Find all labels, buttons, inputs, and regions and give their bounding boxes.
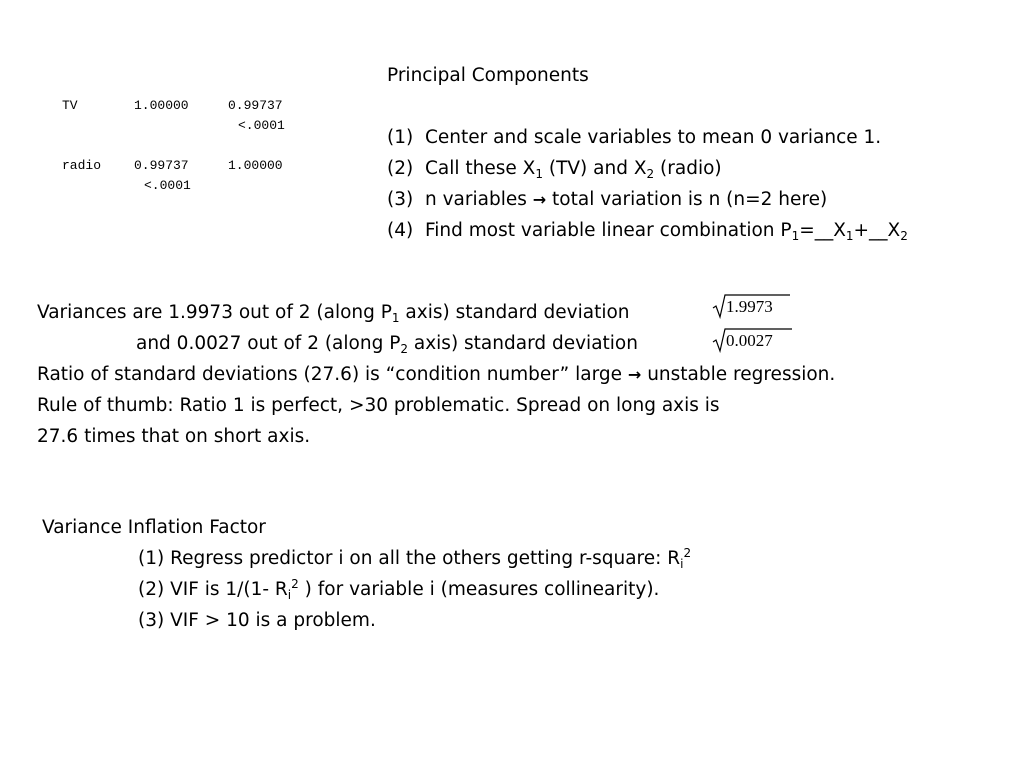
corr-value: 1.00000 bbox=[134, 98, 189, 113]
corr-row-tv bbox=[62, 96, 283, 116]
condition-number-line: Ratio of standard deviations (27.6) is “condition number” large → unstable regression. bbox=[37, 364, 836, 385]
vif-item-1: (1) Regress predictor i on all the others getting r-square: $R_i^2$ bbox=[138, 546, 692, 571]
corr-value: 0.99737 bbox=[134, 158, 189, 173]
vif-block bbox=[42, 512, 1002, 636]
corr-pvalue: <.0001 bbox=[238, 118, 285, 133]
variance-line-1: Variances are 1.9973 out of 2 (along $P_1$ axis) standard deviation bbox=[37, 302, 630, 325]
corr-pvalue-row bbox=[62, 116, 285, 136]
pc-item-text: n variables → total variation is n (n=2 here) bbox=[425, 189, 828, 210]
corr-blank-row bbox=[62, 136, 109, 156]
corr-pvalue: <.0001 bbox=[144, 178, 191, 193]
corr-value: 0.99737 bbox=[228, 98, 283, 113]
pc-item-number: (1) bbox=[387, 127, 414, 148]
principal-components-block bbox=[387, 60, 1007, 246]
pc-item-3 bbox=[387, 184, 1007, 215]
vif-item-2: (2) VIF is 1/(1- $R_i^2$ ) for variable i (measures collinearity). bbox=[138, 577, 660, 602]
pc-title: Principal Components bbox=[387, 65, 589, 86]
pc-item-text: Center and scale variables to mean 0 variance 1. bbox=[425, 127, 882, 148]
vif-item-3: (3) VIF > 10 is a problem. bbox=[138, 610, 376, 631]
pc-item-number: (4) bbox=[387, 220, 414, 241]
rule-of-thumb-line: Rule of thumb: Ratio 1 is perfect, >30 problematic. Spread on long axis is bbox=[37, 395, 720, 416]
corr-pvalue-row bbox=[62, 176, 191, 196]
variances-block bbox=[37, 297, 1007, 452]
sqrt-radicand: 0.0027 bbox=[726, 331, 773, 350]
sqrt-formula-1 bbox=[712, 293, 790, 319]
right-arrow-icon: → bbox=[627, 365, 642, 384]
pc-item-4 bbox=[387, 215, 1007, 246]
rule-of-thumb-line-2: 27.6 times that on short axis. bbox=[37, 426, 311, 447]
pc-item-text: Find most variable linear combination $P_1=\_\_X_1+\_\_X_2$ bbox=[425, 220, 908, 243]
pc-item-2 bbox=[387, 153, 1007, 184]
correlation-table bbox=[62, 96, 285, 196]
corr-row-name: radio bbox=[62, 158, 102, 173]
variance-line-2: and 0.0027 out of 2 (along $P_2$ axis) standard deviation bbox=[136, 333, 638, 356]
sqrt-formula-2 bbox=[712, 327, 792, 353]
corr-value: 1.00000 bbox=[228, 158, 283, 173]
corr-row-radio bbox=[62, 156, 283, 176]
vif-title: Variance Inflation Factor bbox=[42, 517, 266, 538]
right-arrow-icon: → bbox=[532, 190, 547, 209]
pc-item-number: (2) bbox=[387, 158, 414, 179]
pc-item-number: (3) bbox=[387, 189, 414, 210]
pc-item-1 bbox=[387, 122, 1007, 153]
sqrt-radicand: 1.9973 bbox=[726, 297, 773, 316]
pc-item-text: Call these $X_1$ (TV) and $X_2$ (radio) bbox=[425, 158, 722, 181]
corr-row-name: TV bbox=[62, 98, 78, 113]
